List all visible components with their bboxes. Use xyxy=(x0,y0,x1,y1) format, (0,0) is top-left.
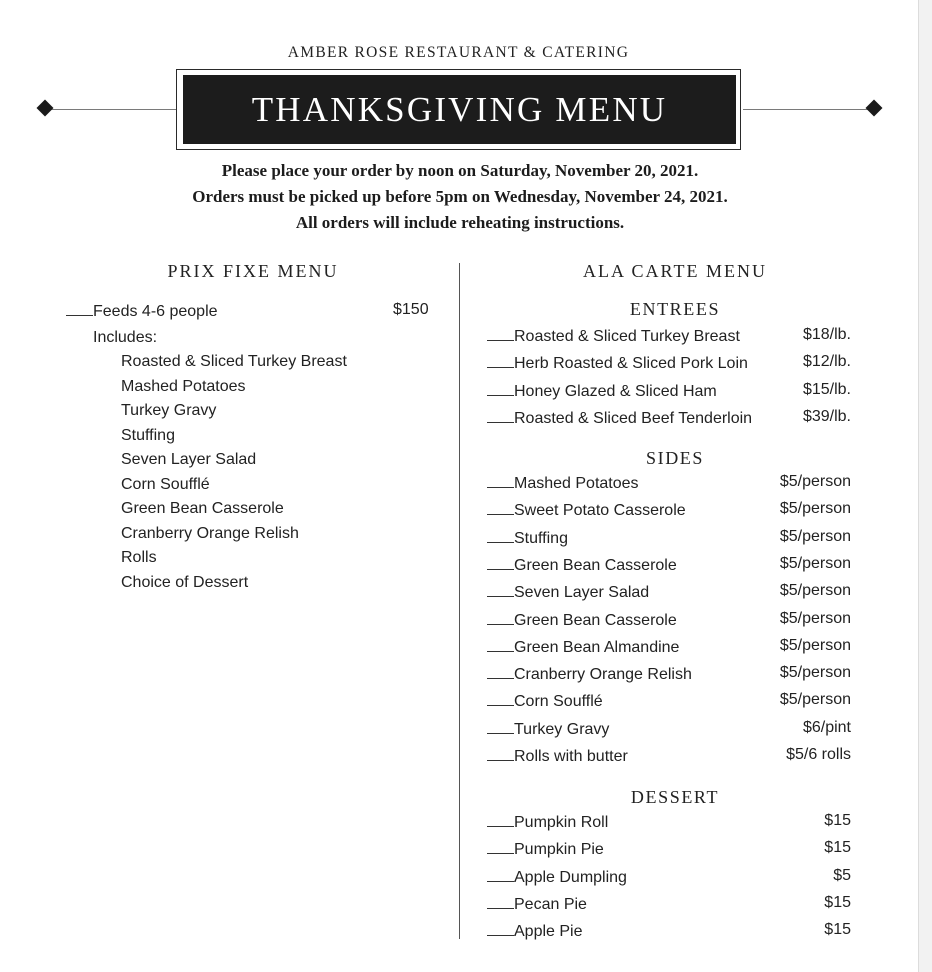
order-blank xyxy=(487,408,514,423)
order-blank xyxy=(487,839,514,854)
menu-item xyxy=(487,867,627,889)
menu-item-price: $15 xyxy=(824,893,851,911)
menu-item-price: $5/person xyxy=(779,664,851,682)
menu-row xyxy=(487,528,851,550)
menu-item-name: Green Bean Almandine xyxy=(514,638,680,656)
menu-item-price: $5/6 rolls xyxy=(786,746,851,763)
menu-item xyxy=(487,746,628,768)
order-blank xyxy=(66,301,93,316)
menu-row xyxy=(487,867,851,889)
menu-row xyxy=(487,473,851,495)
dessert-heading: DESSERT xyxy=(630,787,720,807)
order-blank xyxy=(487,812,514,827)
title-banner xyxy=(183,75,736,144)
includes-item: Seven Layer Salad xyxy=(121,451,257,468)
prix-fixe-item xyxy=(66,301,218,321)
includes-item: Roasted & Sliced Turkey Breast xyxy=(121,353,347,370)
menu-row xyxy=(487,582,851,604)
ala-carte-heading: ALA CARTE MENU xyxy=(583,261,767,281)
includes-item: Green Bean Casserole xyxy=(121,500,284,517)
order-blank xyxy=(487,894,514,909)
menu-row xyxy=(487,381,851,403)
menu-item-name: Roasted & Sliced Beef Tenderloin xyxy=(514,409,753,427)
prix-fixe-item-label: Feeds 4-6 people xyxy=(93,303,218,320)
menu-item-price: $5/person xyxy=(779,554,851,572)
order-blank xyxy=(487,555,514,570)
menu-item xyxy=(487,610,677,632)
menu-row xyxy=(487,637,851,659)
menu-row xyxy=(487,719,851,741)
menu-item-price: $5/person xyxy=(779,473,851,490)
notice-line: Please place your order by noon on Saturday, November 20, 2021. xyxy=(221,161,699,180)
order-blank xyxy=(487,353,514,368)
menu-item xyxy=(487,719,609,741)
prix-fixe-price: $150 xyxy=(393,301,429,318)
menu-item-name: Seven Layer Salad xyxy=(514,584,650,602)
page-right-edge xyxy=(918,0,932,972)
menu-item xyxy=(487,555,677,577)
order-blank xyxy=(487,381,514,396)
menu-row xyxy=(487,500,851,522)
includes-item: Stuffing xyxy=(121,427,175,444)
menu-item xyxy=(487,408,752,430)
order-blank xyxy=(487,664,514,679)
menu-row xyxy=(487,326,851,348)
menu-item-price: $5/person xyxy=(779,500,851,518)
includes-item: Corn Soufflé xyxy=(121,476,210,493)
menu-item-price: $6/pint xyxy=(802,718,851,736)
menu-item-price: $15 xyxy=(824,839,851,857)
includes-item: Rolls xyxy=(121,549,157,566)
notice-line: All orders will include reheating instructions. xyxy=(295,213,625,232)
order-blank xyxy=(487,326,514,341)
menu-item-name: Sweet Potato Casserole xyxy=(514,502,686,520)
sides-heading: SIDES xyxy=(645,448,704,468)
order-blank xyxy=(487,691,514,706)
order-blank xyxy=(487,528,514,543)
includes-label: Includes: xyxy=(93,329,158,346)
order-blank xyxy=(487,473,514,488)
menu-row xyxy=(487,555,851,577)
order-blank xyxy=(487,867,514,882)
page-title: THANKSGIVING MENU xyxy=(251,89,668,129)
menu-item xyxy=(487,473,639,495)
menu-item-name: Rolls with butter xyxy=(514,748,628,765)
right-ornament-rule xyxy=(743,109,874,110)
prix-fixe-heading: PRIX FIXE MENU xyxy=(167,261,339,281)
menu-item-price: $15/lb. xyxy=(802,380,851,398)
menu-item xyxy=(487,839,604,861)
menu-item-name: Turkey Gravy xyxy=(514,720,610,738)
menu-row xyxy=(487,408,851,430)
left-ornament-rule xyxy=(44,109,178,110)
menu-item-price: $15 xyxy=(824,921,851,939)
includes-item: Mashed Potatoes xyxy=(121,378,246,395)
menu-item xyxy=(487,664,692,686)
menu-item-name: Apple Pie xyxy=(514,923,583,941)
column-divider xyxy=(459,263,460,939)
menu-item-name: Cranberry Orange Relish xyxy=(514,666,692,684)
menu-row xyxy=(487,812,851,834)
menu-item-name: Green Bean Casserole xyxy=(514,611,677,629)
menu-item xyxy=(487,812,608,834)
order-blank xyxy=(487,746,514,761)
menu-item xyxy=(487,637,679,659)
left-diamond-icon xyxy=(37,100,54,117)
menu-item xyxy=(487,921,583,943)
menu-row xyxy=(487,610,851,632)
menu-item xyxy=(487,528,568,550)
menu-item-name: Corn Soufflé xyxy=(514,693,603,711)
menu-row xyxy=(487,353,851,375)
menu-row xyxy=(487,921,851,943)
menu-item-price: $5 xyxy=(833,866,851,884)
menu-item-name: Mashed Potatoes xyxy=(514,475,639,492)
menu-item xyxy=(487,381,717,403)
menu-item-name: Pecan Pie xyxy=(514,895,587,913)
menu-item xyxy=(487,500,686,522)
menu-item-price: $12/lb. xyxy=(802,353,851,371)
menu-item-price: $5/person xyxy=(779,636,851,654)
menu-item-name: Honey Glazed & Sliced Ham xyxy=(514,382,717,400)
menu-item-price: $18/lb. xyxy=(802,326,851,343)
menu-item-name: Stuffing xyxy=(514,529,568,547)
menu-item-name: Apple Dumpling xyxy=(514,868,627,886)
menu-item-price: $15 xyxy=(824,812,851,829)
includes-item: Choice of Dessert xyxy=(121,574,249,591)
menu-row xyxy=(487,839,851,861)
menu-row xyxy=(487,894,851,916)
menu-row xyxy=(487,691,851,713)
menu-item-price: $39/lb. xyxy=(802,407,851,425)
menu-item-name: Pumpkin Pie xyxy=(514,841,604,859)
menu-item xyxy=(487,691,603,713)
includes-item: Cranberry Orange Relish xyxy=(121,525,299,542)
menu-item-price: $5/person xyxy=(779,691,851,709)
menu-item xyxy=(487,326,740,348)
menu-item xyxy=(487,353,748,375)
order-blank xyxy=(487,500,514,515)
menu-item-name: Roasted & Sliced Turkey Breast xyxy=(514,328,740,345)
menu-item xyxy=(487,894,587,916)
order-blank xyxy=(487,637,514,652)
order-blank xyxy=(487,921,514,936)
menu-item-name: Herb Roasted & Sliced Pork Loin xyxy=(514,355,748,373)
menu-row xyxy=(487,664,851,686)
menu-item-name: Green Bean Casserole xyxy=(514,556,677,574)
restaurant-name: AMBER ROSE RESTAURANT & CATERING xyxy=(287,44,630,61)
menu-item-price: $5/person xyxy=(779,609,851,627)
right-diamond-icon xyxy=(866,100,883,117)
order-notice xyxy=(0,158,920,236)
order-blank xyxy=(487,610,514,625)
order-blank xyxy=(487,719,514,734)
notice-line: Orders must be picked up before 5pm on Wednesday, November 24, 2021. xyxy=(192,187,728,206)
menu-item-price: $5/person xyxy=(779,527,851,545)
entrees-heading: ENTREES xyxy=(629,299,721,319)
menu-item-name: Pumpkin Roll xyxy=(514,814,609,831)
includes-item: Turkey Gravy xyxy=(121,402,217,419)
menu-item-price: $5/person xyxy=(779,582,851,600)
menu-row xyxy=(487,746,851,768)
menu-item xyxy=(487,582,649,604)
order-blank xyxy=(487,582,514,597)
